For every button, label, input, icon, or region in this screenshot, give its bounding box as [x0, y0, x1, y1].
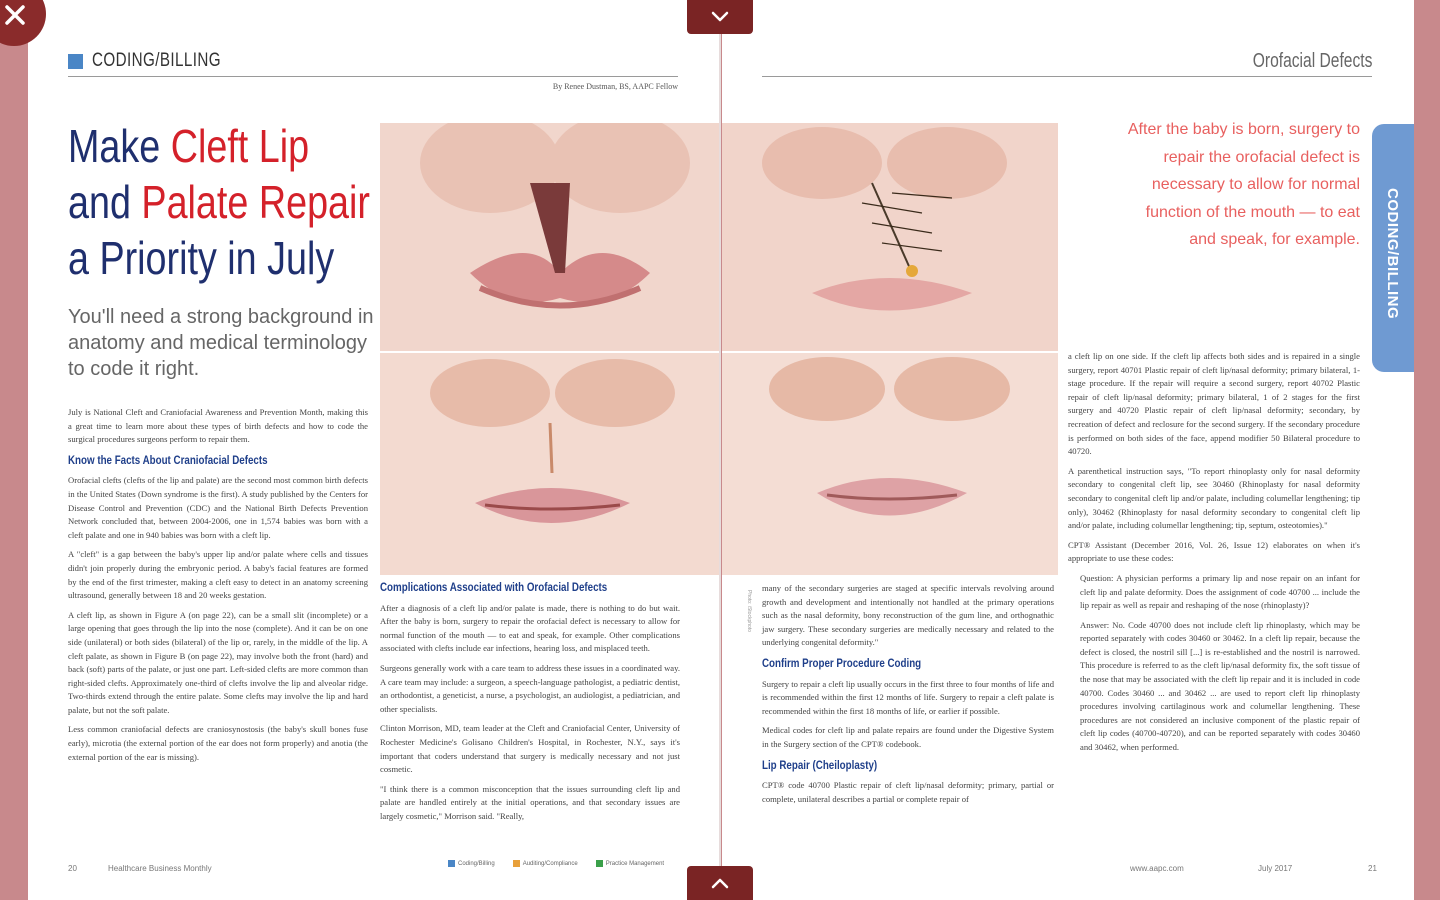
answer-paragraph: Answer: No. Code 40700 does not include cleft lip rhinoplasty, which may be reported separately with codes 30460 or 30462. In a cleft lip repair, because the defect is closed, the nostril sill [...] is re-established and the nostril is narrowed. This procedure is referred to as the cleft lip/nasal deformity fix, the soft tissue of the nose that may be associated with the cleft lip repair and it is included in code 40700. Codes 30460 ... and 30462 ... are used to report cleft lip rhinoplasty procedures involving cartilaginous work and columellar lengthening. These procedures are not considered an inclusive component of the plastic repair of cleft lip codes (40700-40720), and can be reported separately with codes 30460 and 30462, when performed.	[1080, 619, 1360, 753]
photo-cleft-repaired	[722, 353, 1058, 575]
section-header	[762, 50, 1372, 77]
paragraph: Clinton Morrison, MD, team leader at the Cleft and Craniofacial Center, University of Rochester Medicine's Golisano Children's Hospital, in Rochester, N.Y., says it's important that coders understand that surgery is medically necessary and not just cosmetic.	[380, 723, 680, 775]
footer-url: www.aapc.com	[1130, 864, 1184, 873]
left-column-2	[380, 582, 680, 830]
footer-page-number: 20	[68, 864, 77, 873]
subhead-lip-repair: Lip Repair (Cheiloplasty)	[762, 759, 878, 772]
side-tab-label: CODING/BILLING	[1384, 188, 1401, 320]
photo-cleft-lip-before	[380, 123, 720, 351]
chevron-up-icon	[711, 877, 729, 889]
paragraph: A parenthetical instruction says, "To report rhinoplasty only for nasal deformity secondary to congenital cleft lip, see 30460 (Rhinoplasty for nasal deformity secondary to congenital cleft lip and/or palate, including columellar lengthening; tip only), 30462 (Rhinoplasty for nasal deformity secondary to congenital cleft lip and/or palate, including columellar lengthening; tip, septum, osteotomies)."	[1068, 465, 1360, 531]
subhead-procedure-coding: Confirm Proper Procedure Coding	[762, 657, 922, 670]
title-part: and	[68, 176, 142, 228]
paragraph: many of the secondary surgeries are staged at specific intervals revolving around growth and development and intentionally not handled at the primary operations such as the nasal deformity, bony reconstruction of the gum line, and orthognathic jaw surgery. These secondary surgeries are medically necessary and related to the underlying congenital deformity."	[762, 583, 1054, 648]
legend-label: Auditing/Compliance	[522, 861, 578, 868]
previous-page-button[interactable]	[687, 0, 753, 34]
chevron-down-icon	[711, 11, 729, 23]
footer-publication: Healthcare Business Monthly	[108, 864, 212, 873]
byline: By Renee Dustman, BS, AAPC Fellow	[552, 82, 678, 91]
paragraph: "I think there is a common misconception that the issues surrounding cleft lip and palate are handled entirely at the initial operations, and that secondary issues are largely cosmetic," Morrison said. "Really,	[380, 783, 680, 821]
title-highlight: Cleft Lip	[170, 120, 310, 172]
question-paragraph: Question: A physician performs a primary lip and nose repair on an infant for cleft lip and palate deformity. Does the assignment of code 40700 ... include the lip repair as well as repair and reshaping of the nose (rhinoplasty)?	[1080, 572, 1360, 611]
section-label: Orofacial Defects	[1252, 50, 1372, 72]
section-legend	[448, 860, 664, 867]
article-subtitle: You'll need a strong background in anatomy and medical terminology to code it right.	[68, 306, 374, 380]
title-part: Make	[68, 120, 171, 172]
legend-label: Practice Management	[605, 861, 665, 868]
right-page	[722, 0, 1414, 900]
right-column-1	[762, 582, 1054, 812]
article-title	[68, 118, 370, 286]
paragraph: Orofacial clefts (clefts of the lip and palate) are the second most common birth defects in the United States (Down syndrome is the first). A study published by the Centers for Disease Control and Prevention (CDC) and the National Birth Defects Prevention Network concluded that, between 2004-2006, one in 1,574 babies was born with a cleft palate and one in 940 babies was born with a cleft lip.	[68, 475, 368, 540]
title-part: a Priority in July	[68, 232, 335, 284]
legend-item	[448, 860, 495, 867]
legend-label: Coding/Billing	[458, 861, 495, 868]
pull-quote: After the baby is born, surgery to repair the orofacial defect is necessary to allow for normal function of the mouth — to eat and speak, for example.	[1127, 121, 1360, 249]
paragraph: Less common craniofacial defects are craniosynostosis (the baby's skull bones fuse early), microtia (the external portion of the ear does not form properly) and anotia (the external portion of the ear is missing).	[68, 724, 368, 762]
close-icon	[4, 4, 26, 26]
paragraph: CPT® code 40700 Plastic repair of cleft lip/nasal deformity; primary, partial or complete, unilateral describes a partial or complete repair of	[762, 780, 1054, 804]
side-tab-coding-billing[interactable]	[1372, 124, 1414, 372]
paragraph: CPT® Assistant (December 2016, Vol. 26, Issue 12) elaborates on when it's appropriate to use these codes:	[1068, 539, 1360, 564]
photo-credit: Photo: iStockphoto	[746, 590, 752, 632]
paragraph: A cleft lip, as shown in Figure A (on page 22), can be a small slit (incomplete) or a large opening that goes through the lip into the nose (complete). And it can be on one side (unilateral) or both sides (bilateral) of the lip or, rarely, in the middle of the lip. A cleft palate, as shown in Figure B (on page 22), may involve both the front (hard) and back (soft) parts of the palate, or just one part. Left-sided clefts are more common than right-sided clefts. Approximately one-third of clefts involve the lip and alveolar ridge. Two-thirds extend through the entire palate. Some clefts may involve the lip and hard palate, but not the soft palate.	[68, 609, 368, 715]
footer-page-number: 21	[1368, 864, 1377, 873]
right-column-2	[1068, 350, 1360, 761]
paragraph: Surgery to repair a cleft lip usually occurs in the first three to four months of life and is recommended within the first 12 months of life. Surgery to repair a cleft palate is recommended within the first 18 months of life, or earlier if possible.	[762, 678, 1054, 716]
title-highlight: Palate Repair	[141, 176, 370, 228]
legend-swatch	[513, 860, 520, 867]
paragraph: Medical codes for cleft lip and palate repairs are found under the Digestive System in the Surgery section of the CPT® codebook.	[762, 725, 1054, 749]
left-page	[28, 0, 720, 900]
legend-swatch	[596, 860, 603, 867]
section-label: CODING/BILLING	[92, 50, 221, 71]
section-header	[68, 50, 678, 77]
book-spine	[719, 0, 721, 900]
subhead-craniofacial: Know the Facts About Craniofacial Defects	[68, 454, 268, 467]
paragraph: After a diagnosis of a cleft lip and/or palate is made, there is nothing to do but wait. After the baby is born, surgery to repair the orofacial defect is necessary to allow for normal function of the mouth — to eat and speak, for example. Other complications associated with clefts include ear infections, hearing loss, and misplaced teeth.	[380, 602, 680, 654]
paragraph: a cleft lip on one side. If the cleft lip affects both sides and is repaired in a single surgery, report 40701 Plastic repair of cleft lip/nasal deformity; primary bilateral, 1-stage procedure. If the repair will require a second surgery, report 40702 Plastic repair of cleft lip/nasal deformity; primary bilateral, 1 of 2 stages for the first surgery and 40720 Plastic repair of cleft lip/nasal deformity; secondary, by recreation of defect and reclosure for the second surgery. If the secondary procedure is performed on both sides of the face, append modifier 50 Bilateral procedure to 40720.	[1068, 351, 1360, 457]
next-page-button[interactable]	[687, 866, 753, 900]
legend-item	[513, 860, 578, 867]
paragraph: Surgeons generally work with a care team to address these issues in a coordinated way. A care team may include: a surgeon, a speech-language pathologist, a pediatric dentist, an orthodontist, a geneticist, a nurse, a psychologist, an audiologist, a pediatrician, and other specialists.	[380, 662, 680, 714]
legend-swatch	[448, 860, 455, 867]
footer-date: July 2017	[1258, 864, 1293, 873]
photo-cleft-palate-before	[380, 353, 720, 575]
subhead-complications: Complications Associated with Orofacial Defects	[380, 582, 608, 594]
legend-item	[596, 860, 664, 867]
left-column-1	[68, 406, 368, 770]
photo-cleft-lip-sutured	[722, 123, 1058, 351]
paragraph: A "cleft" is a gap between the baby's upper lip and/or palate where cells and tissues didn't join properly during the embryonic period. A baby's facial features are formed by the end of the first trimester, making a cleft easy to detect in an anatomy screening ultrasound, generally between 18 and 20 weeks gestation.	[68, 549, 368, 601]
section-marker	[68, 54, 83, 69]
intro-paragraph: July is National Cleft and Craniofacial Awareness and Prevention Month, making this a great time to learn more about these types of birth defects and how to code the surgical procedures surgeons perform to repair them.	[68, 407, 368, 445]
